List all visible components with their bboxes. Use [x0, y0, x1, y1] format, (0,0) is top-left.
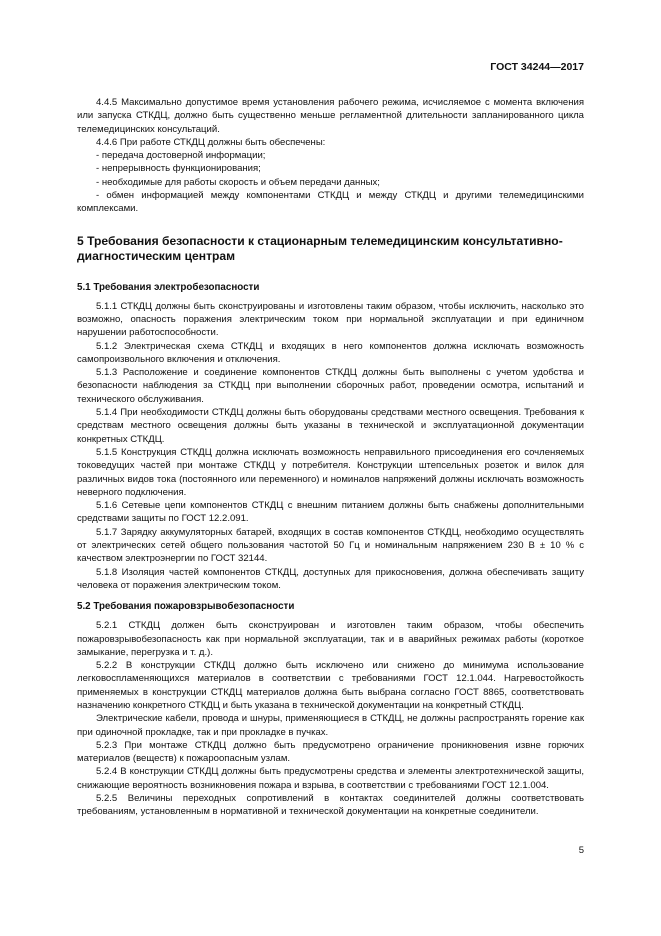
- paragraph-4-4-5: 4.4.5 Максимально допустимое время установления рабочего режима, исчисляемое с момента включения или запуска СТКДЦ, должно быть существенно меньше регламентной длительности запланированного цикла телемедицинских консультаций.: [77, 97, 584, 135]
- paragraph-5-1-3: 5.1.3 Расположение и соединение компонентов СТКДЦ должны быть выполнены с учетом удобства и безопасности наблюдения за СТКДЦ при выполнении сборочных работ, проведении осмотра, испытаний и технического обслуживания.: [77, 367, 584, 405]
- paragraph-4-4-6: 4.4.6 При работе СТКДЦ должны быть обеспечены:: [96, 136, 326, 148]
- paragraph-5-1-8: 5.1.8 Изоляция частей компонентов СТКДЦ, доступных для прикосновения, должна обеспечивать защиту человека от поражения электрическим током.: [77, 566, 584, 591]
- section-5-2-heading: 5.2 Требования пожаровзрывобезопасности: [77, 601, 295, 613]
- paragraph-5-2-1: 5.2.1 СТКДЦ должен быть сконструирован и изготовлен таким образом, чтобы обеспечить пожаровзрывобезопасность как при нормальной эксплуатации, так и в аварийных режимах работы (короткое замыкание, перегрузка и т. д.).: [77, 620, 584, 658]
- list-item: - обмен информацией между компонентами СТКДЦ и между СТКДЦ и другими телемедицинскими комплексами.: [77, 190, 584, 215]
- paragraph-5-1-1: 5.1.1 СТКДЦ должны быть сконструированы и изготовлены таким образом, чтобы исключить, насколько это возможно, опасность поражения электрическим током при нормальной эксплуатации и при единичном нарушении работоспособности.: [77, 300, 584, 339]
- list-item: - непрерывность функционирования;: [96, 163, 261, 175]
- section-5-heading: 5 Требования безопасности к стационарным телемедицинским консультативно-диагностическим центрам: [77, 233, 563, 264]
- paragraph-5-1-4: 5.1.4 При необходимости СТКДЦ должны быть оборудованы средствами местного освещения. Требования к средствам местного освещения должны быть указаны в технической и эксплуатационной документации конкретных СТКДЦ.: [77, 407, 584, 445]
- page-number: 5: [578, 844, 584, 856]
- paragraph-5-2-2: 5.2.2 В конструкции СТКДЦ должно быть исключено или снижено до минимума использование легковоспламеняющихся материалов в соответствии с требованиями ГОСТ 12.1.044. Нагревостойкость применяемых в конструкции СТКДЦ материалов должна быть выбрана согласно ГОСТ 8865, соответствовать назначению конкретного СТКДЦ и быть указана в технической документации на конкретный СТКДЦ.: [77, 660, 584, 711]
- list-item: - необходимые для работы скорость и объем передачи данных;: [96, 176, 380, 188]
- paragraph-5-2-3: 5.2.3 При монтаже СТКДЦ должно быть предусмотрено ограничение проникновения извне горючих материалов (веществ) к пожароопасным узлам.: [77, 739, 584, 765]
- paragraph-5-1-2: 5.1.2 Электрическая схема СТКДЦ и входящих в него компонентов должна исключать возможность самопроизвольного включения и отключения.: [77, 340, 584, 365]
- list-item: - передача достоверной информации;: [96, 150, 266, 162]
- paragraph-5-1-7: 5.1.7 Зарядку аккумуляторных батарей, входящих в состав компонентов СТКДЦ, необходимо осуществлять от электрических сетей общего пользования частотой 50 Гц и номинальным напряжением 230 В ± 10 % с качеством электроэнергии по ГОСТ 32144.: [77, 526, 584, 565]
- paragraph-5-1-6: 5.1.6 Сетевые цепи компонентов СТКДЦ с внешним питанием должны быть снабжены дополнительными средствами защиты по ГОСТ 12.2.091.: [77, 500, 584, 525]
- paragraph-5-2-4: 5.2.4 В конструкции СТКДЦ должны быть предусмотрены средства и элементы электротехнической защиты, снижающие вероятность возникновения пожара и взрыва, в соответствии с требованиями ГОСТ 12.1.004.: [77, 766, 584, 791]
- section-5-1-heading: 5.1 Требования электробезопасности: [77, 281, 260, 293]
- paragraph-5-2-5: 5.2.5 Величины переходных сопротивлений в контактах соединителей должны соответствовать требованиям, установленным в нормативной и технической документации на конкретные соединители.: [77, 793, 584, 818]
- paragraph-cables: Электрические кабели, провода и шнуры, применяющиеся в СТКДЦ, не должны распространять горение как при одиночной прокладке, так и при прокладке в пучках.: [77, 713, 584, 738]
- document-code: ГОСТ 34244—2017: [490, 61, 584, 73]
- page-content: [77, 96, 584, 819]
- paragraph-5-1-5: 5.1.5 Конструкция СТКДЦ должна исключать возможность неправильного присоединения его сочленяемых токоведущих частей при монтаже СТКДЦ у потребителя. Конструкции штепсельных розеток и вилок для различных видов тока (постоянного или переменного) и номиналов напряжений должны исключать возможность неверного подключения.: [77, 446, 584, 498]
